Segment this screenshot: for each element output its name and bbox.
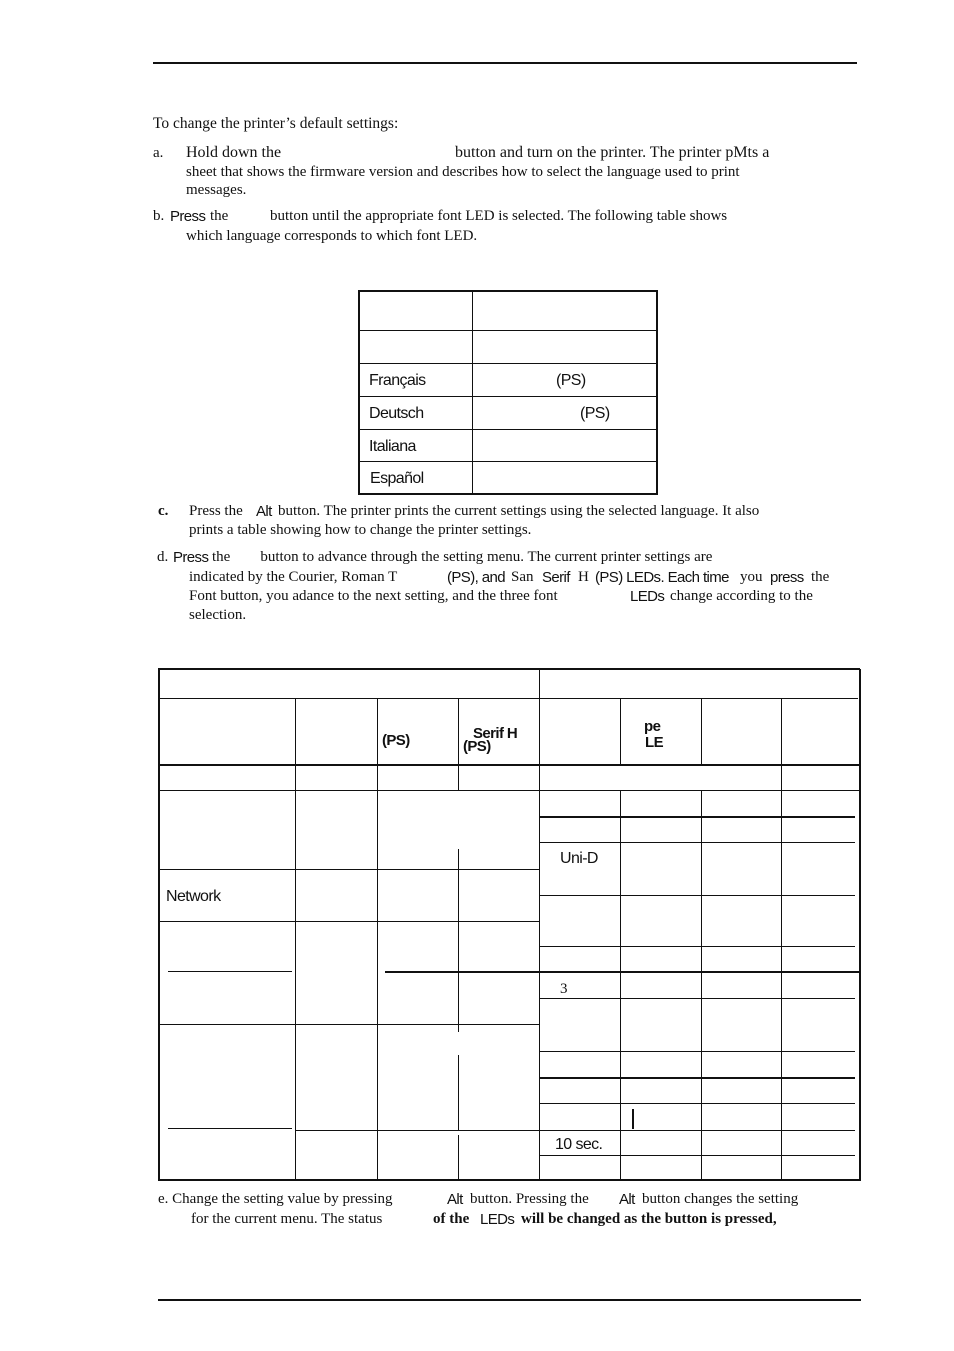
step-b-marker: b. xyxy=(153,208,165,224)
header-ps: (PS) xyxy=(382,732,410,749)
step-a-line1-post: button and turn on the printer. The printer pMts a xyxy=(455,144,770,161)
step-d-line3-c: change according to the xyxy=(670,588,813,604)
cell-uni-d: Uni-D xyxy=(560,850,598,867)
step-d-line2-h: press xyxy=(770,569,804,586)
step-d-line1-post: the button to advance through the setting menu. The current printer settings are xyxy=(212,549,713,565)
step-d-line2-e: H xyxy=(578,569,589,585)
lang-cell-espanol: Español xyxy=(370,470,424,487)
step-d-press: Press xyxy=(173,549,209,566)
cell-three: 3 xyxy=(560,981,568,997)
header-pe: pe xyxy=(644,718,661,735)
step-d-line2-d: Serif xyxy=(542,569,570,586)
step-d-line2-c: San xyxy=(511,569,534,585)
step-d-line2-a: indicated by the Courier, Roman T xyxy=(189,569,398,585)
step-b-press: Press xyxy=(170,208,206,225)
step-d-line3-b: LEDs xyxy=(630,588,665,605)
step-a-line3: messages. xyxy=(186,182,247,198)
step-d-line2-g: you xyxy=(740,569,763,585)
step-e-line1-b: button. Pressing the xyxy=(470,1191,589,1207)
step-d-line3-a: Font button, you adance to the next setting, and the three font xyxy=(189,588,558,604)
step-d-line4: selection. xyxy=(189,607,247,623)
step-c-line2: prints a table showing how to change the printer settings. xyxy=(189,522,532,538)
step-c-line1-post: button. The printer prints the current settings using the selected language. It also xyxy=(278,503,760,519)
header-serif-ps: (PS) xyxy=(463,738,491,755)
step-e-line1-c: button changes the setting xyxy=(642,1191,799,1207)
step-e-line2-d: will be changed as the button is pressed, xyxy=(521,1211,777,1227)
cell-ten-sec: 10 sec. xyxy=(555,1136,603,1153)
lang-cell-italiana: Italiana xyxy=(369,438,416,455)
step-b-the: the xyxy=(210,208,229,224)
step-d-line2-i: the xyxy=(811,569,830,585)
step-d-line2-b: (PS), and xyxy=(447,569,505,586)
step-e-alt1: Alt xyxy=(447,1191,463,1208)
bottom-rule xyxy=(158,1299,861,1301)
step-e-line2-b: of the xyxy=(433,1211,470,1227)
led-cell-deutsch: (PS) xyxy=(580,405,610,422)
lang-cell-deutsch: Deutsch xyxy=(369,405,424,422)
step-a-marker: a. xyxy=(153,145,164,161)
step-e-alt2: Alt xyxy=(619,1191,635,1208)
step-c-line1-pre: Press the xyxy=(189,503,243,519)
step-d-line2-f: (PS) LEDs. Each time xyxy=(595,569,729,586)
cell-network: Network xyxy=(166,888,221,905)
step-e-line2-a: for the current menu. The status xyxy=(191,1211,383,1227)
step-a-line2: sheet that shows the firmware version and describes how to select the language used to print xyxy=(186,164,740,180)
intro-text: To change the printer’s default settings: xyxy=(153,115,399,132)
step-e-line2-c: LEDs xyxy=(480,1211,515,1228)
top-rule xyxy=(153,62,857,64)
step-d-marker: d. xyxy=(157,549,169,565)
led-cell-francais: (PS) xyxy=(556,372,586,389)
step-c-alt: Alt xyxy=(256,503,272,520)
step-c-marker: c. xyxy=(158,503,169,519)
header-serif: Serif H xyxy=(473,725,518,742)
step-b-line1-post: button until the appropriate font LED is selected. The following table shows xyxy=(270,208,728,224)
step-b-line2: which language corresponds to which font LED. xyxy=(186,228,478,244)
lang-cell-francais: Français xyxy=(369,372,426,389)
step-a-line1-pre: Hold down the xyxy=(186,144,282,161)
header-le: LE xyxy=(645,734,663,751)
step-e-line1-a: e. Change the setting value by pressing xyxy=(158,1191,393,1207)
